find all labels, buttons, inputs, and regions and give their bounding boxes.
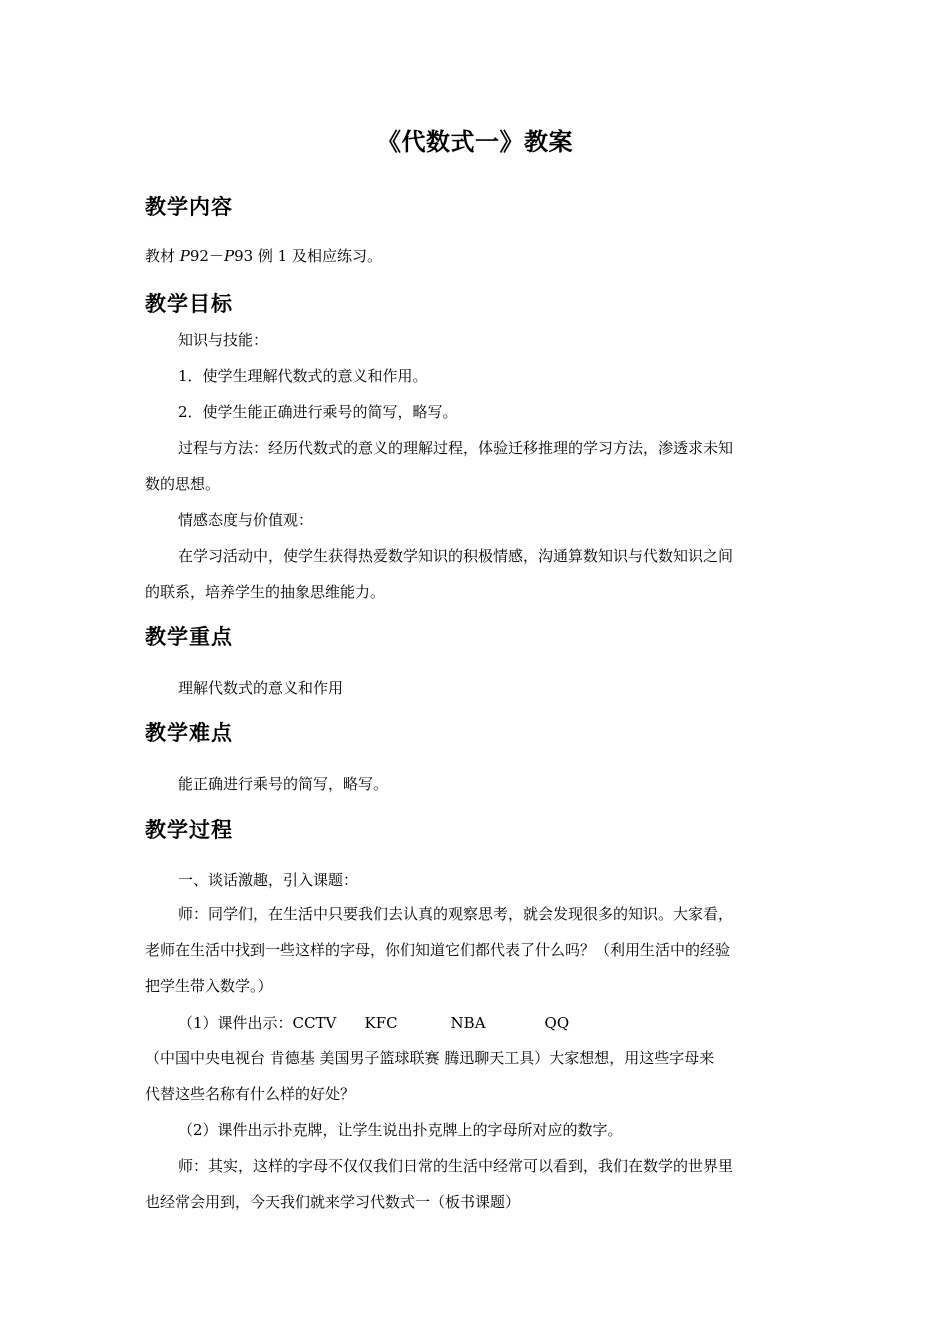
heading-keypoint: 教学重点 <box>145 625 233 649</box>
heading-difficulty: 教学难点 <box>145 721 233 745</box>
difficulty-text: 能正确进行乘号的简写，略写。 <box>178 775 389 793</box>
knowledge-label: 知识与技能： <box>178 331 269 349</box>
emotion-line-1: 在学习活动中，使学生获得热爱数学知识的积极情感，沟通算数知识与代数知识之间 <box>178 547 734 565</box>
meaning-line-1: （中国中央电视台 肯德基 美国男子篮球联赛 腾迅聊天工具）大家想想，用这些字母来 <box>145 1049 715 1067</box>
process-method-line-1: 过程与方法：经历代数式的意义的理解过程，体验迁移推理的学习方法，渗透求未知 <box>178 439 734 457</box>
content-prefix: 教材 <box>145 247 180 265</box>
emotion-label: 情感态度与价值观： <box>178 511 314 529</box>
abbr-qq: QQ <box>544 1014 570 1032</box>
teacher-2-line-2: 也经常会用到，今天我们就来学习代数式一（板书课题） <box>145 1193 521 1211</box>
goal-item-2: 2．使学生能正确进行乘号的简写，略写。 <box>178 403 458 421</box>
abbr-nba: NBA <box>450 1014 486 1032</box>
emotion-line-2: 的联系，培养学生的抽象思维能力。 <box>145 583 386 601</box>
content-p2: P <box>223 247 235 265</box>
heading-goals: 教学目标 <box>145 292 233 316</box>
teacher-2-line-1: 师：其实，这样的字母不仅仅我们日常的生活中经常可以看到，我们在数学的世界里 <box>178 1157 734 1175</box>
teacher-1-line-1: 师：同学们，在生活中只要我们去认真的观察思考，就会发现很多的知识。大家看， <box>178 905 734 923</box>
content-rest: 93 例 1 及相应练习。 <box>234 247 382 265</box>
content-mid: 92－ <box>189 247 224 265</box>
courseware-2: （2）课件出示扑克牌，让学生说出扑克牌上的字母所对应的数字。 <box>178 1121 623 1139</box>
goal-item-1: 1．使学生理解代数式的意义和作用。 <box>178 367 428 385</box>
abbr-cctv: CCTV <box>292 1014 337 1032</box>
process-method-line-2: 数的思想。 <box>145 475 221 493</box>
keypoint-text: 理解代数式的意义和作用 <box>178 679 344 697</box>
process-step-1: 一、谈话激趣，引入课题： <box>178 871 359 889</box>
courseware-label: （1）课件出示： <box>178 1014 293 1032</box>
content-text <box>145 238 809 274</box>
teacher-1-line-3: 把学生带入数学。） <box>145 977 273 995</box>
heading-process: 教学过程 <box>145 818 233 842</box>
teacher-1-line-2: 老师在生活中找到一些这样的字母，你们知道它们都代表了什么吗？（利用生活中的经验 <box>145 941 731 959</box>
heading-content: 教学内容 <box>145 195 233 219</box>
courseware-line <box>178 1005 842 1041</box>
content-p1: P <box>179 247 190 265</box>
meaning-line-2: 代替这些名称有什么样的好处？ <box>145 1085 356 1103</box>
document-title: 《代数式一》教案 <box>377 128 573 156</box>
abbr-kfc: KFC <box>364 1014 398 1032</box>
